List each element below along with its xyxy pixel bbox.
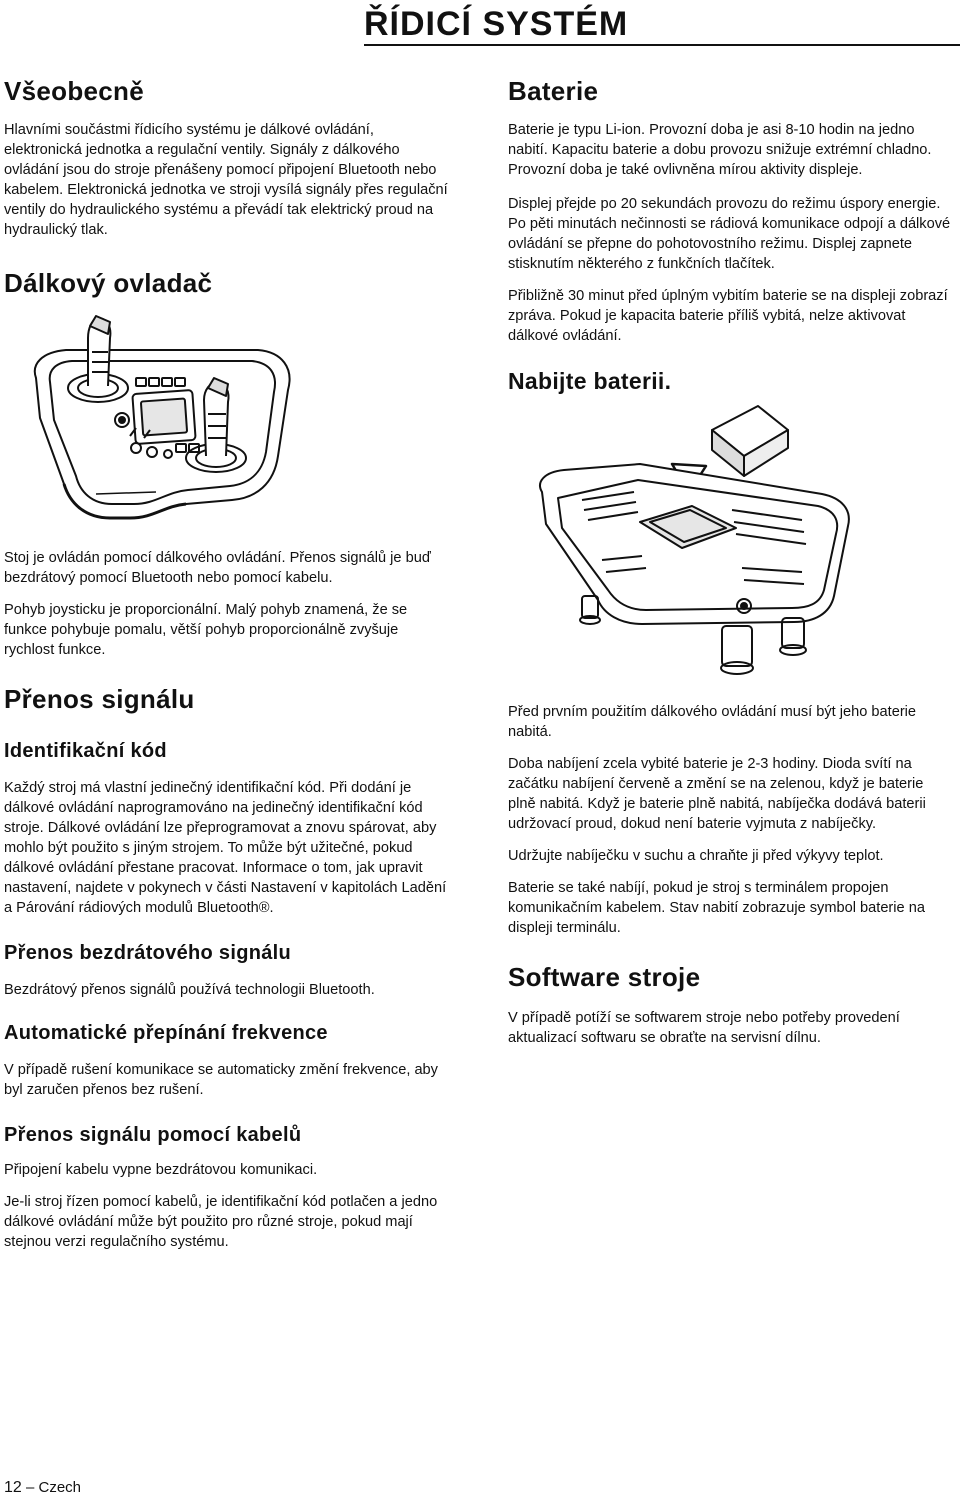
section-title-battery: Baterie	[508, 76, 599, 106]
wireless-transmission-paragraph: Bezdrátový přenos signálů používá technologii Bluetooth.	[4, 982, 375, 998]
machine-software-paragraph: V případě potíží se softwarem stroje nebo potřeby provedení aktualizací softwaru se obraťte na servisní dílnu.	[508, 1010, 900, 1046]
charge-paragraph-3: Udržujte nabíječku v suchu a chraňte ji před výkyvy teplot.	[508, 848, 884, 864]
subsection-title-identification-code: Identifikační kód	[4, 740, 167, 762]
section-title-remote-control: Dálkový ovladač	[4, 268, 213, 298]
page-footer	[4, 1479, 81, 1497]
footer-dash: –	[25, 1479, 35, 1496]
page-number: 12	[4, 1479, 22, 1496]
charge-paragraph-2: Doba nabíjení zcela vybité baterie je 2-3 hodiny. Dioda svítí na začátku nabíjení červeně a změní se na zelenou, když je baterie plně nabitá. Když je baterie plně nabitá, nabíječka dodává baterii udržovací proud, dokud není baterie vyjmuta z nabíječky.	[508, 756, 926, 832]
battery-paragraph-3: Přibližně 30 minut před úplným vybitím baterie se na displeji zobrazí zpráva. Pokud je kapacita baterie příliš vybitá, nelze aktivovat dálkové ovládání.	[508, 288, 948, 344]
subsection-title-cable-transmission: Přenos signálu pomocí kabelů	[4, 1124, 302, 1146]
frequency-hopping-paragraph: V případě rušení komunikace se automaticky změní frekvence, aby byl zaručen přenos bez rušení.	[4, 1062, 438, 1098]
section-title-signal-transmission: Přenos signálu	[4, 684, 195, 714]
general-paragraph: Hlavními součástmi řídicího systému je dálkové ovládání, elektronická jednotka a regulační ventily. Signály z dálkového ovládání jsou do stroje přenášeny pomocí připojení Bluetooth nebo kabelem. Elektronická jednotka ve stroji vysílá signály přes regulační ventily do hydraulického systému a převádí tak elektrický proud na hydraulický tlak.	[4, 122, 448, 238]
remote-control-paragraph-1: Stoj je ovládán pomocí dálkového ovládání. Přenos signálů je buď bezdrátový pomocí Bluetooth nebo pomocí kabelu.	[4, 550, 431, 586]
cable-transmission-paragraph-2: Je-li stroj řízen pomocí kabelů, je identifikační kód potlačen a jedno dálkové ovládání může být použito pro různé stroje, pokud mají stejnou verzi regulačního systému.	[4, 1194, 438, 1250]
subsection-title-frequency-hopping: Automatické přepínání frekvence	[4, 1022, 328, 1044]
section-title-general: Všeobecně	[4, 76, 144, 106]
remote-control-paragraph-2: Pohyb joysticku je proporcionální. Malý pohyb znamená, že se funkce pohybuje pomalu, větší pohyb proporcionálně zvyšuje rychlost funkce.	[4, 602, 408, 658]
footer-language: Czech	[38, 1479, 82, 1496]
battery-insertion-illustration	[522, 400, 958, 682]
charge-paragraph-1: Před prvním použitím dálkového ovládání musí být jeho baterie nabitá.	[508, 704, 917, 740]
subsection-title-wireless-transmission: Přenos bezdrátového signálu	[4, 942, 292, 964]
page-header-title: ŘÍDICÍ SYSTÉM	[364, 5, 629, 43]
charge-paragraph-4: Baterie se také nabíjí, pokud je stroj s terminálem propojen komunikačním kabelem. Stav nabití zobrazuje symbol baterie na displeji terminálu.	[508, 880, 925, 936]
remote-control-illustration	[26, 308, 298, 530]
section-title-machine-software: Software stroje	[508, 962, 701, 992]
section-title-charge-battery: Nabijte baterii.	[508, 368, 672, 394]
cable-transmission-paragraph-1: Připojení kabelu vypne bezdrátovou komunikaci.	[4, 1162, 318, 1178]
header-rule	[364, 44, 960, 46]
battery-paragraph-1: Baterie je typu Li-ion. Provozní doba je asi 8-10 hodin na jedno nabití. Kapacitu baterie a dobu provozu snižuje extrémní chladno. Provozní doba je také ovlivněna mírou aktivity displeje.	[508, 122, 932, 178]
identification-code-paragraph: Každý stroj má vlastní jedinečný identifikační kód. Při dodání je dálkové ovládání naprogramováno na jedinečný identifikační kód stroje. Dálkové ovládání lze přeprogramovat a znovu spárovat, aby mohlo být použito s jiným strojem. To může být užitečné, pokud dálkové ovládání přestane pracovat. Informace o tom, jak upravit nastavení, najdete v pokynech v části Nastavení v kapitolách Ladění a Párování rádiových modulů Bluetooth®.	[4, 780, 447, 916]
battery-paragraph-2: Displej přejde po 20 sekundách provozu do režimu úspory energie. Po pěti minutách nečinnosti se rádiová komunikace odpojí a dálkové ovládání se přepne do pohotovostního režimu. Displej zapnete stisknutím některého z funkčních tlačítek.	[508, 196, 951, 272]
